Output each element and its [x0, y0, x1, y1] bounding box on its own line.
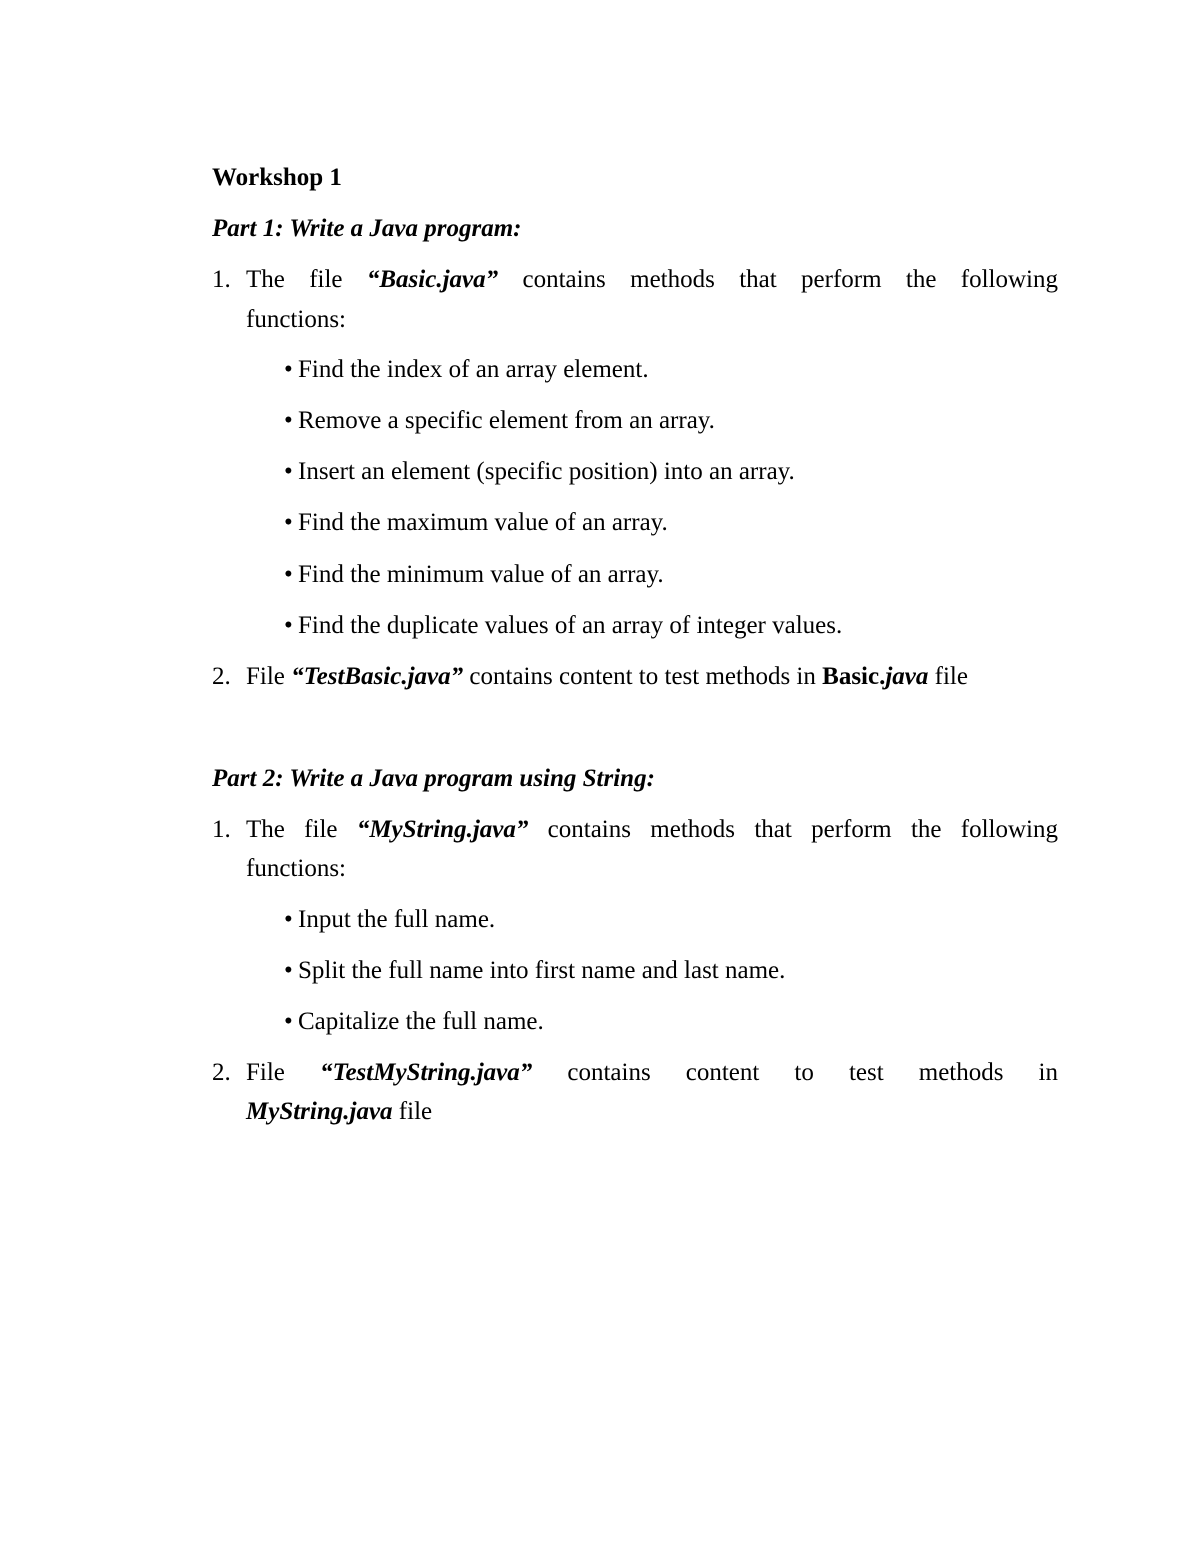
- part1-item1-filename: “Basic.java”: [366, 266, 499, 293]
- part1-bullet-3: [284, 457, 795, 487]
- part1-item2-ref-bold-italic: java: [885, 663, 929, 690]
- bullet-glyph: •: [284, 356, 293, 383]
- bullet-glyph: •: [284, 509, 293, 536]
- part1-bullet-5-text: Find the minimum value of an array.: [298, 561, 664, 588]
- bullet-glyph: •: [284, 906, 293, 933]
- part1-item2-ref-bold: Basic.: [822, 663, 886, 690]
- part1-item2-suffix: file: [928, 663, 968, 690]
- part1-bullet-6-text: Find the duplicate values of an array of integer values.: [298, 612, 843, 639]
- bullet-glyph: •: [284, 612, 293, 639]
- part1-item2-text: [246, 662, 968, 692]
- part1-bullet-3-text: Insert an element (specific position) into an array.: [298, 458, 795, 485]
- part2-bullet-3: [284, 1007, 544, 1037]
- part1-item1-suffix: contains methods that perform the following: [498, 266, 1058, 293]
- part2-item2-text: [246, 1058, 1058, 1088]
- bullet-glyph: •: [284, 1008, 293, 1035]
- part1-bullet-2: [284, 406, 715, 436]
- part2-bullet-1: [284, 905, 495, 935]
- bullet-glyph: •: [284, 458, 293, 485]
- part1-item2-middle: contains content to test methods in: [463, 663, 823, 690]
- part2-item2-prefix: File: [246, 1059, 320, 1086]
- part1-item2-filename: “TestBasic.java”: [291, 663, 464, 690]
- part1-bullet-1: [284, 355, 649, 385]
- part1-bullet-1-text: Find the index of an array element.: [298, 356, 649, 383]
- part1-item1-text: [246, 265, 1058, 295]
- part2-item1-continuation: functions:: [246, 855, 346, 882]
- part2-item1-prefix: The file: [246, 816, 357, 843]
- part1-item2-number: 2.: [212, 663, 231, 690]
- bullet-glyph: •: [284, 561, 293, 588]
- part2-item2-middle: contains content to test methods in: [532, 1059, 1058, 1086]
- part2-item2-number: 2.: [212, 1059, 231, 1086]
- bullet-glyph: •: [284, 407, 293, 434]
- part1-item2-prefix: File: [246, 663, 292, 690]
- part1-bullet-6: [284, 611, 842, 641]
- part2-item2-filename: “TestMyString.java”: [319, 1059, 533, 1086]
- part1-bullet-4-text: Find the maximum value of an array.: [298, 509, 668, 536]
- part2-bullet-2-text: Split the full name into first name and last name.: [298, 957, 786, 984]
- part1-bullet-4: [284, 508, 668, 538]
- part2-bullet-3-text: Capitalize the full name.: [298, 1008, 544, 1035]
- part1-heading: Part 1: Write a Java program:: [212, 215, 522, 242]
- part2-item2-continuation: [246, 1097, 1058, 1127]
- part2-item1-suffix: contains methods that perform the following: [528, 816, 1059, 843]
- part1-bullet-5: [284, 560, 664, 590]
- page-title: Workshop 1: [212, 164, 342, 191]
- part2-bullet-2: [284, 956, 785, 986]
- part2-bullet-1-text: Input the full name.: [298, 906, 496, 933]
- part1-item1-prefix: The file: [246, 266, 367, 293]
- part1-item1-number: 1.: [212, 266, 231, 293]
- part2-item1-number: 1.: [212, 816, 231, 843]
- part2-item1-text: [246, 815, 1058, 845]
- part1-item1-continuation: functions:: [246, 306, 346, 333]
- part2-item1-filename: “MyString.java”: [356, 816, 529, 843]
- bullet-glyph: •: [284, 957, 293, 984]
- part1-bullet-2-text: Remove a specific element from an array.: [298, 407, 715, 434]
- part2-heading: Part 2: Write a Java program using String:: [212, 765, 655, 792]
- part2-item2-suffix: file: [392, 1098, 433, 1125]
- part2-item2-ref-bold-italic: MyString.java: [246, 1098, 393, 1125]
